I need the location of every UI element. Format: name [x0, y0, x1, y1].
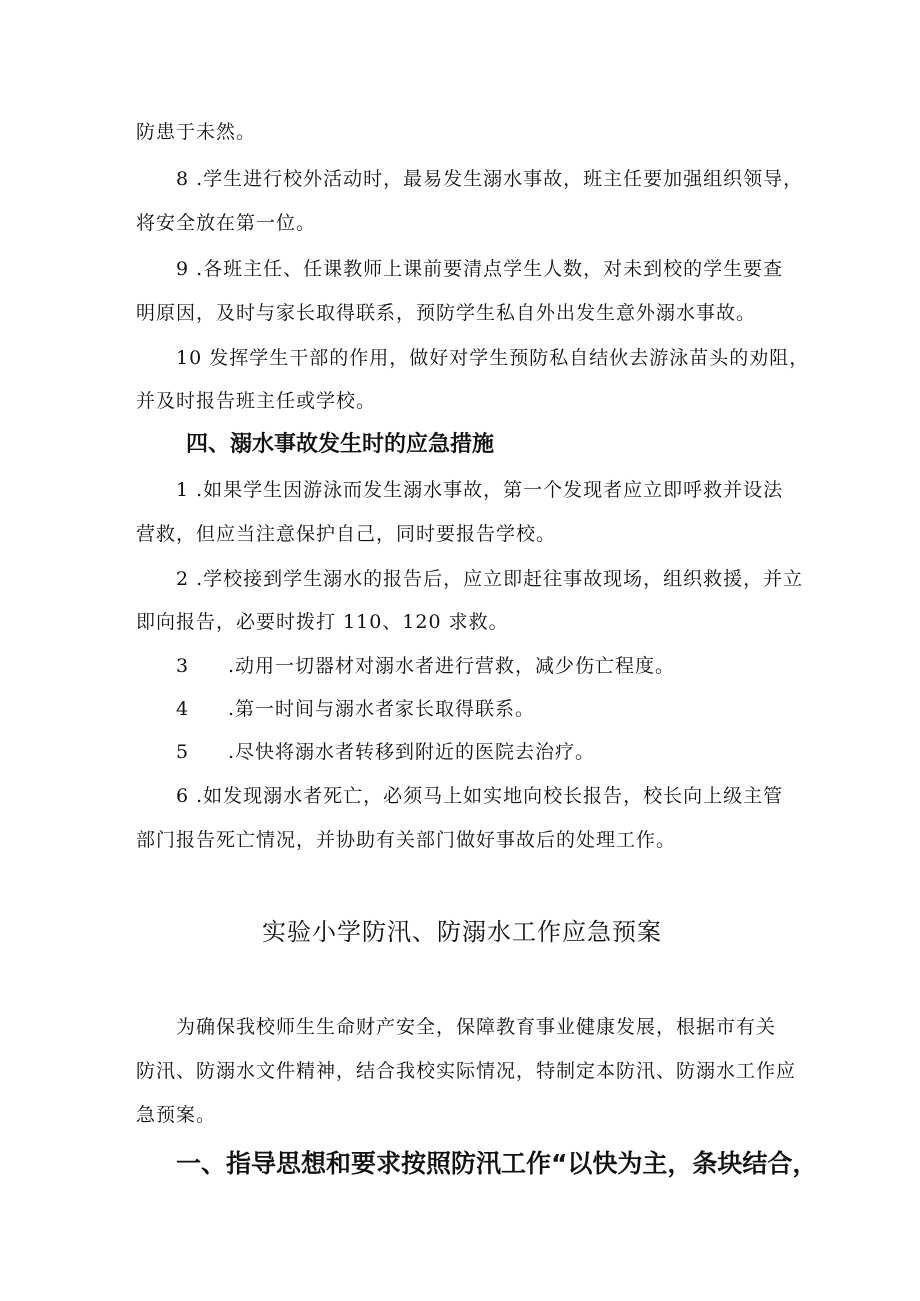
item-text: .各班主任、任课教师上课前要清点学生人数，对未到校的学生要查 — [196, 258, 784, 280]
section-heading-1: 一、指导思想和要求按照防汛工作“以快为主，条块结合， — [176, 1149, 818, 1178]
section-heading-4: 四、溺水事故发生时的应急措施 — [186, 432, 495, 457]
item-text: .学校接到学生溺水的报告后，应立即赶往事故现场，组织救援，并立 — [196, 568, 804, 590]
item-number: 9 — [176, 258, 190, 280]
item-text: .第一时间与溺水者家长取得联系。 — [228, 698, 536, 720]
item-number: 1 — [176, 479, 190, 501]
list-item-9-line-1 — [176, 257, 783, 281]
list-item-5 — [176, 740, 595, 764]
list-item-1-line-1 — [176, 478, 783, 502]
list-item-2-line-1 — [176, 567, 803, 591]
item-number: 5 — [176, 741, 190, 763]
paragraph-line: 防患于未然。 — [136, 121, 257, 143]
document-title: 实验小学防汛、防溺水工作应急预案 — [262, 918, 662, 946]
list-item-9-line-2: 明原因，及时与家长取得联系，预防学生私自外出发生意外溺水事故。 — [136, 302, 757, 324]
intro-line-1: 为确保我校师生生命财产安全，保障教育事业健康发展，根据市有关 — [176, 1016, 777, 1038]
intro-line-3: 急预案。 — [136, 1104, 217, 1126]
item-number: 8 — [176, 168, 190, 190]
item-text: .学生进行校外活动时，最易发生溺水事故，班主任要加强组织领导， — [196, 168, 804, 190]
list-item-3 — [176, 654, 675, 678]
list-item-2-line-2: 即向报告，必要时拨打 110、120 求救。 — [136, 611, 509, 633]
list-item-10-line-2: 并及时报告班主任或学校。 — [136, 390, 377, 412]
list-item-4 — [176, 697, 535, 721]
item-number: 2 — [176, 568, 190, 590]
item-text: .动用一切器材对溺水者进行营救，减少伤亡程度。 — [228, 655, 676, 677]
item-number: 3 — [176, 655, 190, 677]
item-text: .尽快将溺水者转移到附近的医院去治疗。 — [228, 741, 596, 763]
list-item-10-line-1: 10 发挥学生干部的作用，做好对学生预防私自结伙去游泳苗头的劝阻， — [176, 347, 810, 369]
list-item-8-line-2: 将安全放在第一位。 — [136, 212, 317, 234]
list-item-6-line-1 — [176, 784, 783, 808]
item-text: .如发现溺水者死亡，必须马上如实地向校长报告，校长向上级主管 — [196, 785, 784, 807]
item-text: .如果学生因游泳而发生溺水事故，第一个发现者应立即呼救并设法 — [196, 479, 784, 501]
list-item-6-line-2: 部门报告死亡情况，并协助有关部门做好事故后的处理工作。 — [136, 829, 677, 851]
intro-line-2: 防汛、防溺水文件精神，结合我校实际情况，特制定本防汛、防溺水工作应 — [136, 1060, 797, 1082]
item-number: 6 — [176, 785, 190, 807]
list-item-1-line-2: 营救，但应当注意保护自己，同时要报告学校。 — [136, 523, 557, 545]
list-item-8-line-1 — [176, 167, 803, 191]
item-number: 4 — [176, 698, 190, 720]
